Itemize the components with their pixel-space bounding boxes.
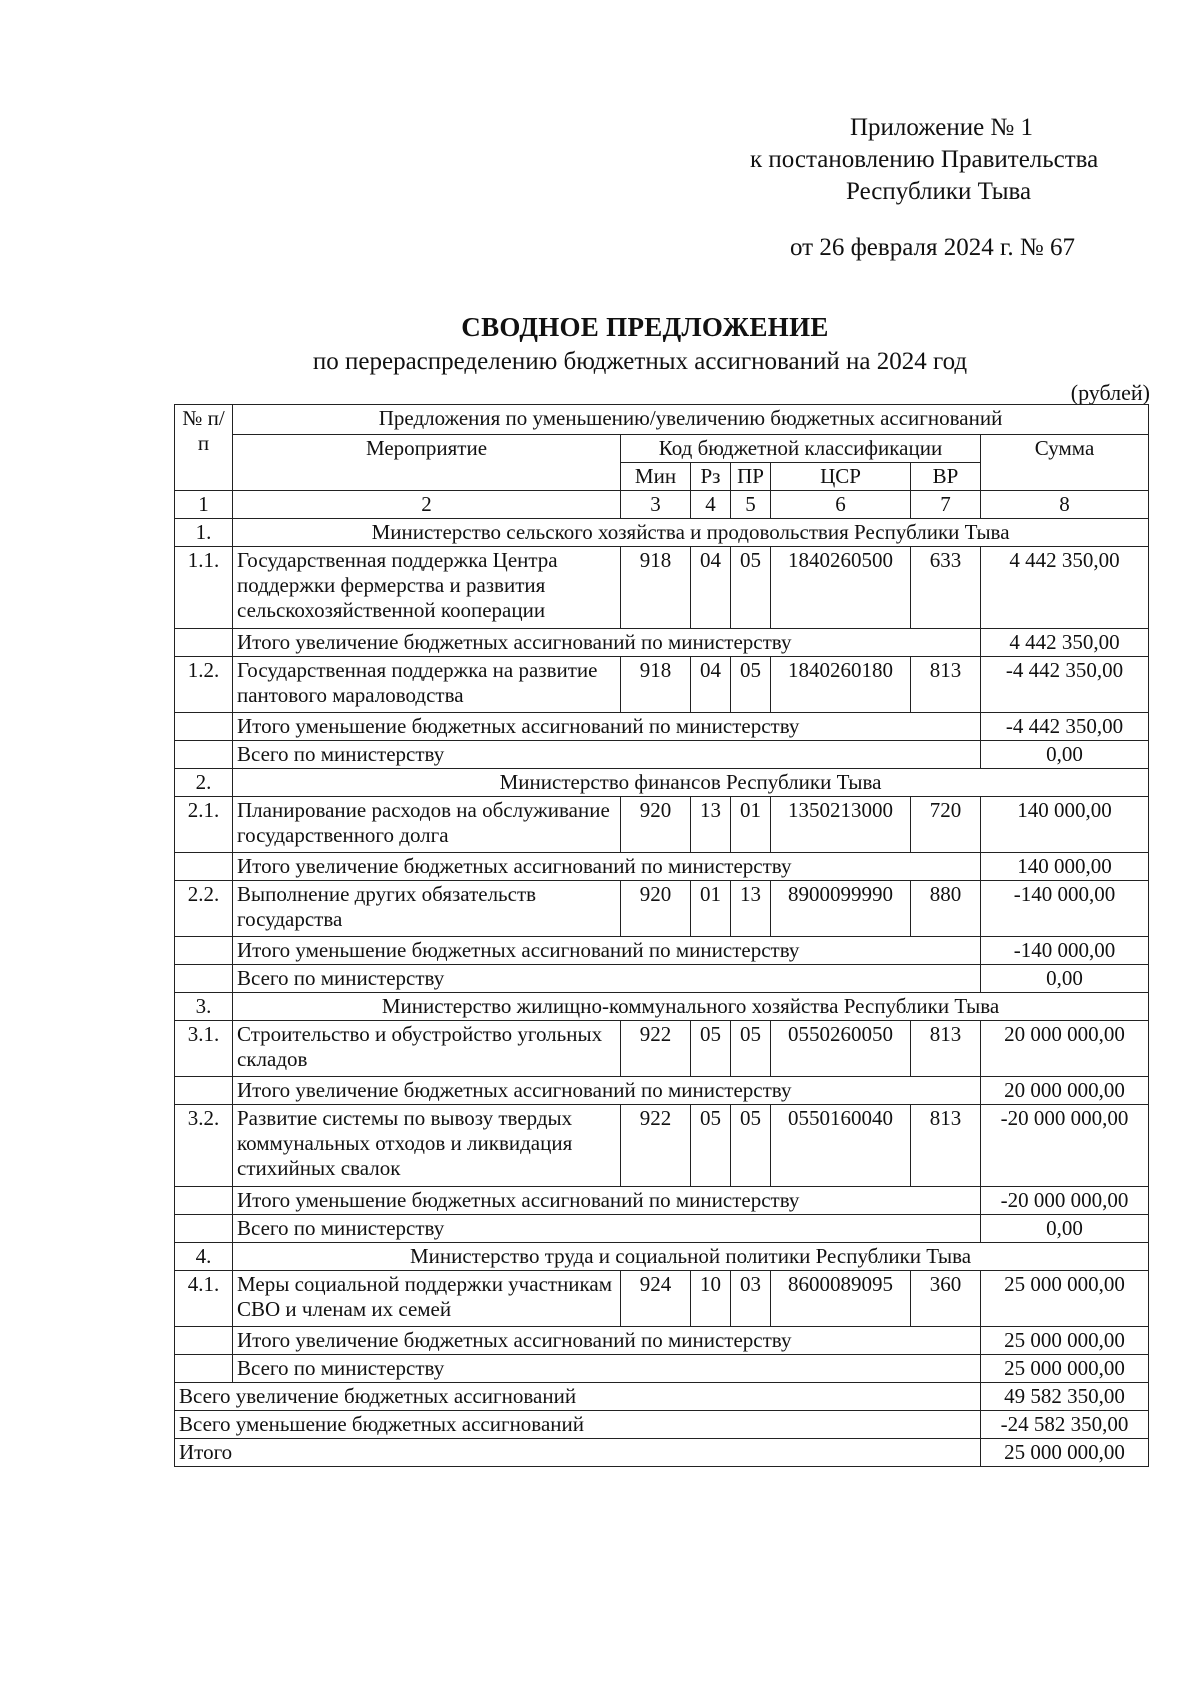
ministry-total-label: Всего по министерству — [233, 965, 981, 993]
subtotal-sum: -20 000 000,00 — [981, 1187, 1149, 1215]
header-rz: Рз — [691, 463, 731, 491]
ministry-row — [175, 519, 1149, 547]
ministry-total-sum: 0,00 — [981, 965, 1149, 993]
row-num: 1.2. — [175, 657, 233, 713]
row-num: 3.2. — [175, 1105, 233, 1187]
row-vr: 813 — [911, 1105, 981, 1187]
row-sum: -4 442 350,00 — [981, 657, 1149, 713]
budget-table — [174, 404, 1149, 1467]
table-row — [175, 1105, 1149, 1187]
col-number: 2 — [233, 491, 621, 519]
row-sum: -140 000,00 — [981, 881, 1149, 937]
subtotal-sum: 4 442 350,00 — [981, 629, 1149, 657]
row-pr: 03 — [731, 1271, 771, 1327]
row-event: Выполнение других обязательств государства — [233, 881, 621, 937]
subtotal-label: Итого увеличение бюджетных ассигнований по министерству — [233, 629, 981, 657]
document-title: СВОДНОЕ ПРЕДЛОЖЕНИЕ — [461, 312, 829, 342]
row-csr: 0550260050 — [771, 1021, 911, 1077]
subtotal-label: Итого уменьшение бюджетных ассигнований по министерству — [233, 937, 981, 965]
units-label: (рублей) — [1070, 380, 1150, 405]
table-row — [175, 547, 1149, 629]
grand-total-row — [175, 1439, 1149, 1467]
col-number: 7 — [911, 491, 981, 519]
ministry-num: 4. — [175, 1243, 233, 1271]
row-min: 922 — [621, 1021, 691, 1077]
subtotal-sum: 20 000 000,00 — [981, 1077, 1149, 1105]
row-sum: 4 442 350,00 — [981, 547, 1149, 629]
row-pr: 05 — [731, 657, 771, 713]
row-min: 918 — [621, 657, 691, 713]
row-csr: 8900099990 — [771, 881, 911, 937]
row-min: 924 — [621, 1271, 691, 1327]
grand-dec-label: Всего уменьшение бюджетных ассигнований — [175, 1411, 981, 1439]
row-csr: 8600089095 — [771, 1271, 911, 1327]
subtotal-row — [175, 1077, 1149, 1105]
row-sum: 140 000,00 — [981, 797, 1149, 853]
appendix-republic: Республики Тыва — [846, 178, 1032, 205]
header-pr: ПР — [731, 463, 771, 491]
row-csr: 1840260180 — [771, 657, 911, 713]
header-num: № п/п — [175, 405, 233, 491]
table-row — [175, 881, 1149, 937]
row-csr: 1840260500 — [771, 547, 911, 629]
col-number: 6 — [771, 491, 911, 519]
row-event: Государственная поддержка Центра поддержки фермерства и развития сельскохозяйственной кооперации — [233, 547, 621, 629]
column-numbers-row — [175, 491, 1149, 519]
subtotal-label: Итого увеличение бюджетных ассигнований по министерству — [233, 1327, 981, 1355]
subtotal-row — [175, 937, 1149, 965]
row-vr: 633 — [911, 547, 981, 629]
row-pr: 13 — [731, 881, 771, 937]
header-min: Мин — [621, 463, 691, 491]
row-rz: 05 — [691, 1105, 731, 1187]
ministry-total-label: Всего по министерству — [233, 741, 981, 769]
table-row — [175, 1271, 1149, 1327]
col-number: 8 — [981, 491, 1149, 519]
row-vr: 720 — [911, 797, 981, 853]
table-header-row — [175, 435, 1149, 463]
col-number: 5 — [731, 491, 771, 519]
header-csr: ЦСР — [771, 463, 911, 491]
appendix-reference: к постановлению Правительства — [750, 146, 1099, 173]
row-num: 3.1. — [175, 1021, 233, 1077]
row-num: 1.1. — [175, 547, 233, 629]
ministry-total-label: Всего по министерству — [233, 1215, 981, 1243]
row-vr: 813 — [911, 657, 981, 713]
row-rz: 05 — [691, 1021, 731, 1077]
grand-final-sum: 25 000 000,00 — [981, 1439, 1149, 1467]
ministry-total-row — [175, 965, 1149, 993]
ministry-num: 3. — [175, 993, 233, 1021]
row-sum: -20 000 000,00 — [981, 1105, 1149, 1187]
row-rz: 04 — [691, 657, 731, 713]
appendix-number: Приложение № 1 — [850, 114, 1034, 141]
ministry-total-sum: 0,00 — [981, 741, 1149, 769]
row-csr: 1350213000 — [771, 797, 911, 853]
subtotal-row — [175, 1327, 1149, 1355]
subtotal-row — [175, 713, 1149, 741]
header-proposals: Предложения по уменьшению/увеличению бюджетных ассигнований — [233, 405, 1149, 435]
ministry-name: Министерство труда и социальной политики Республики Тыва — [233, 1243, 1149, 1271]
subtotal-label: Итого увеличение бюджетных ассигнований по министерству — [233, 853, 981, 881]
grand-final-label: Итого — [175, 1439, 981, 1467]
ministry-total-row — [175, 1215, 1149, 1243]
ministry-row — [175, 769, 1149, 797]
row-csr: 0550160040 — [771, 1105, 911, 1187]
row-sum: 25 000 000,00 — [981, 1271, 1149, 1327]
row-min: 920 — [621, 881, 691, 937]
ministry-total-label: Всего по министерству — [233, 1355, 981, 1383]
header-vr: ВР — [911, 463, 981, 491]
table-row — [175, 657, 1149, 713]
subtotal-label: Итого уменьшение бюджетных ассигнований по министерству — [233, 1187, 981, 1215]
subtotal-row — [175, 1187, 1149, 1215]
table-row — [175, 1021, 1149, 1077]
row-event: Планирование расходов на обслуживание государственного долга — [233, 797, 621, 853]
row-num: 2.1. — [175, 797, 233, 853]
subtotal-row — [175, 629, 1149, 657]
col-number: 1 — [175, 491, 233, 519]
header-sum: Сумма — [981, 435, 1149, 491]
grand-total-row — [175, 1383, 1149, 1411]
row-vr: 813 — [911, 1021, 981, 1077]
ministry-total-row — [175, 741, 1149, 769]
col-number: 3 — [621, 491, 691, 519]
row-rz: 10 — [691, 1271, 731, 1327]
document-subtitle: по перераспределению бюджетных ассигнований на 2024 год — [312, 348, 968, 375]
ministry-row — [175, 993, 1149, 1021]
row-pr: 05 — [731, 547, 771, 629]
ministry-name: Министерство жилищно-коммунального хозяйства Республики Тыва — [233, 993, 1149, 1021]
row-event: Государственная поддержка на развитие пантового мараловодства — [233, 657, 621, 713]
row-vr: 880 — [911, 881, 981, 937]
row-min: 920 — [621, 797, 691, 853]
table-header-row — [175, 405, 1149, 435]
subtotal-sum: 140 000,00 — [981, 853, 1149, 881]
grand-dec-sum: -24 582 350,00 — [981, 1411, 1149, 1439]
ministry-total-row — [175, 1355, 1149, 1383]
ministry-num: 2. — [175, 769, 233, 797]
row-num: 2.2. — [175, 881, 233, 937]
row-event: Меры социальной поддержки участникам СВО и членам их семей — [233, 1271, 621, 1327]
header-code: Код бюджетной классификации — [621, 435, 981, 463]
row-pr: 01 — [731, 797, 771, 853]
row-pr: 05 — [731, 1105, 771, 1187]
ministry-name: Министерство сельского хозяйства и продовольствия Республики Тыва — [233, 519, 1149, 547]
subtotal-sum: -4 442 350,00 — [981, 713, 1149, 741]
grand-inc-sum: 49 582 350,00 — [981, 1383, 1149, 1411]
row-min: 922 — [621, 1105, 691, 1187]
row-rz: 01 — [691, 881, 731, 937]
row-event: Строительство и обустройство угольных складов — [233, 1021, 621, 1077]
appendix-date: от 26 февраля 2024 г. № 67 — [790, 234, 1076, 261]
subtotal-sum: 25 000 000,00 — [981, 1327, 1149, 1355]
row-rz: 13 — [691, 797, 731, 853]
subtotal-row — [175, 853, 1149, 881]
ministry-name: Министерство финансов Республики Тыва — [233, 769, 1149, 797]
header-event: Мероприятие — [233, 435, 621, 491]
subtotal-sum: -140 000,00 — [981, 937, 1149, 965]
ministry-total-sum: 25 000 000,00 — [981, 1355, 1149, 1383]
row-event: Развитие системы по вывозу твердых коммунальных отходов и ликвидация стихийных свалок — [233, 1105, 621, 1187]
grand-total-row — [175, 1411, 1149, 1439]
row-pr: 05 — [731, 1021, 771, 1077]
table-row — [175, 797, 1149, 853]
col-number: 4 — [691, 491, 731, 519]
ministry-num: 1. — [175, 519, 233, 547]
row-vr: 360 — [911, 1271, 981, 1327]
row-min: 918 — [621, 547, 691, 629]
subtotal-label: Итого уменьшение бюджетных ассигнований по министерству — [233, 713, 981, 741]
ministry-row — [175, 1243, 1149, 1271]
row-num: 4.1. — [175, 1271, 233, 1327]
grand-inc-label: Всего увеличение бюджетных ассигнований — [175, 1383, 981, 1411]
subtotal-label: Итого увеличение бюджетных ассигнований по министерству — [233, 1077, 981, 1105]
row-sum: 20 000 000,00 — [981, 1021, 1149, 1077]
row-rz: 04 — [691, 547, 731, 629]
ministry-total-sum: 0,00 — [981, 1215, 1149, 1243]
